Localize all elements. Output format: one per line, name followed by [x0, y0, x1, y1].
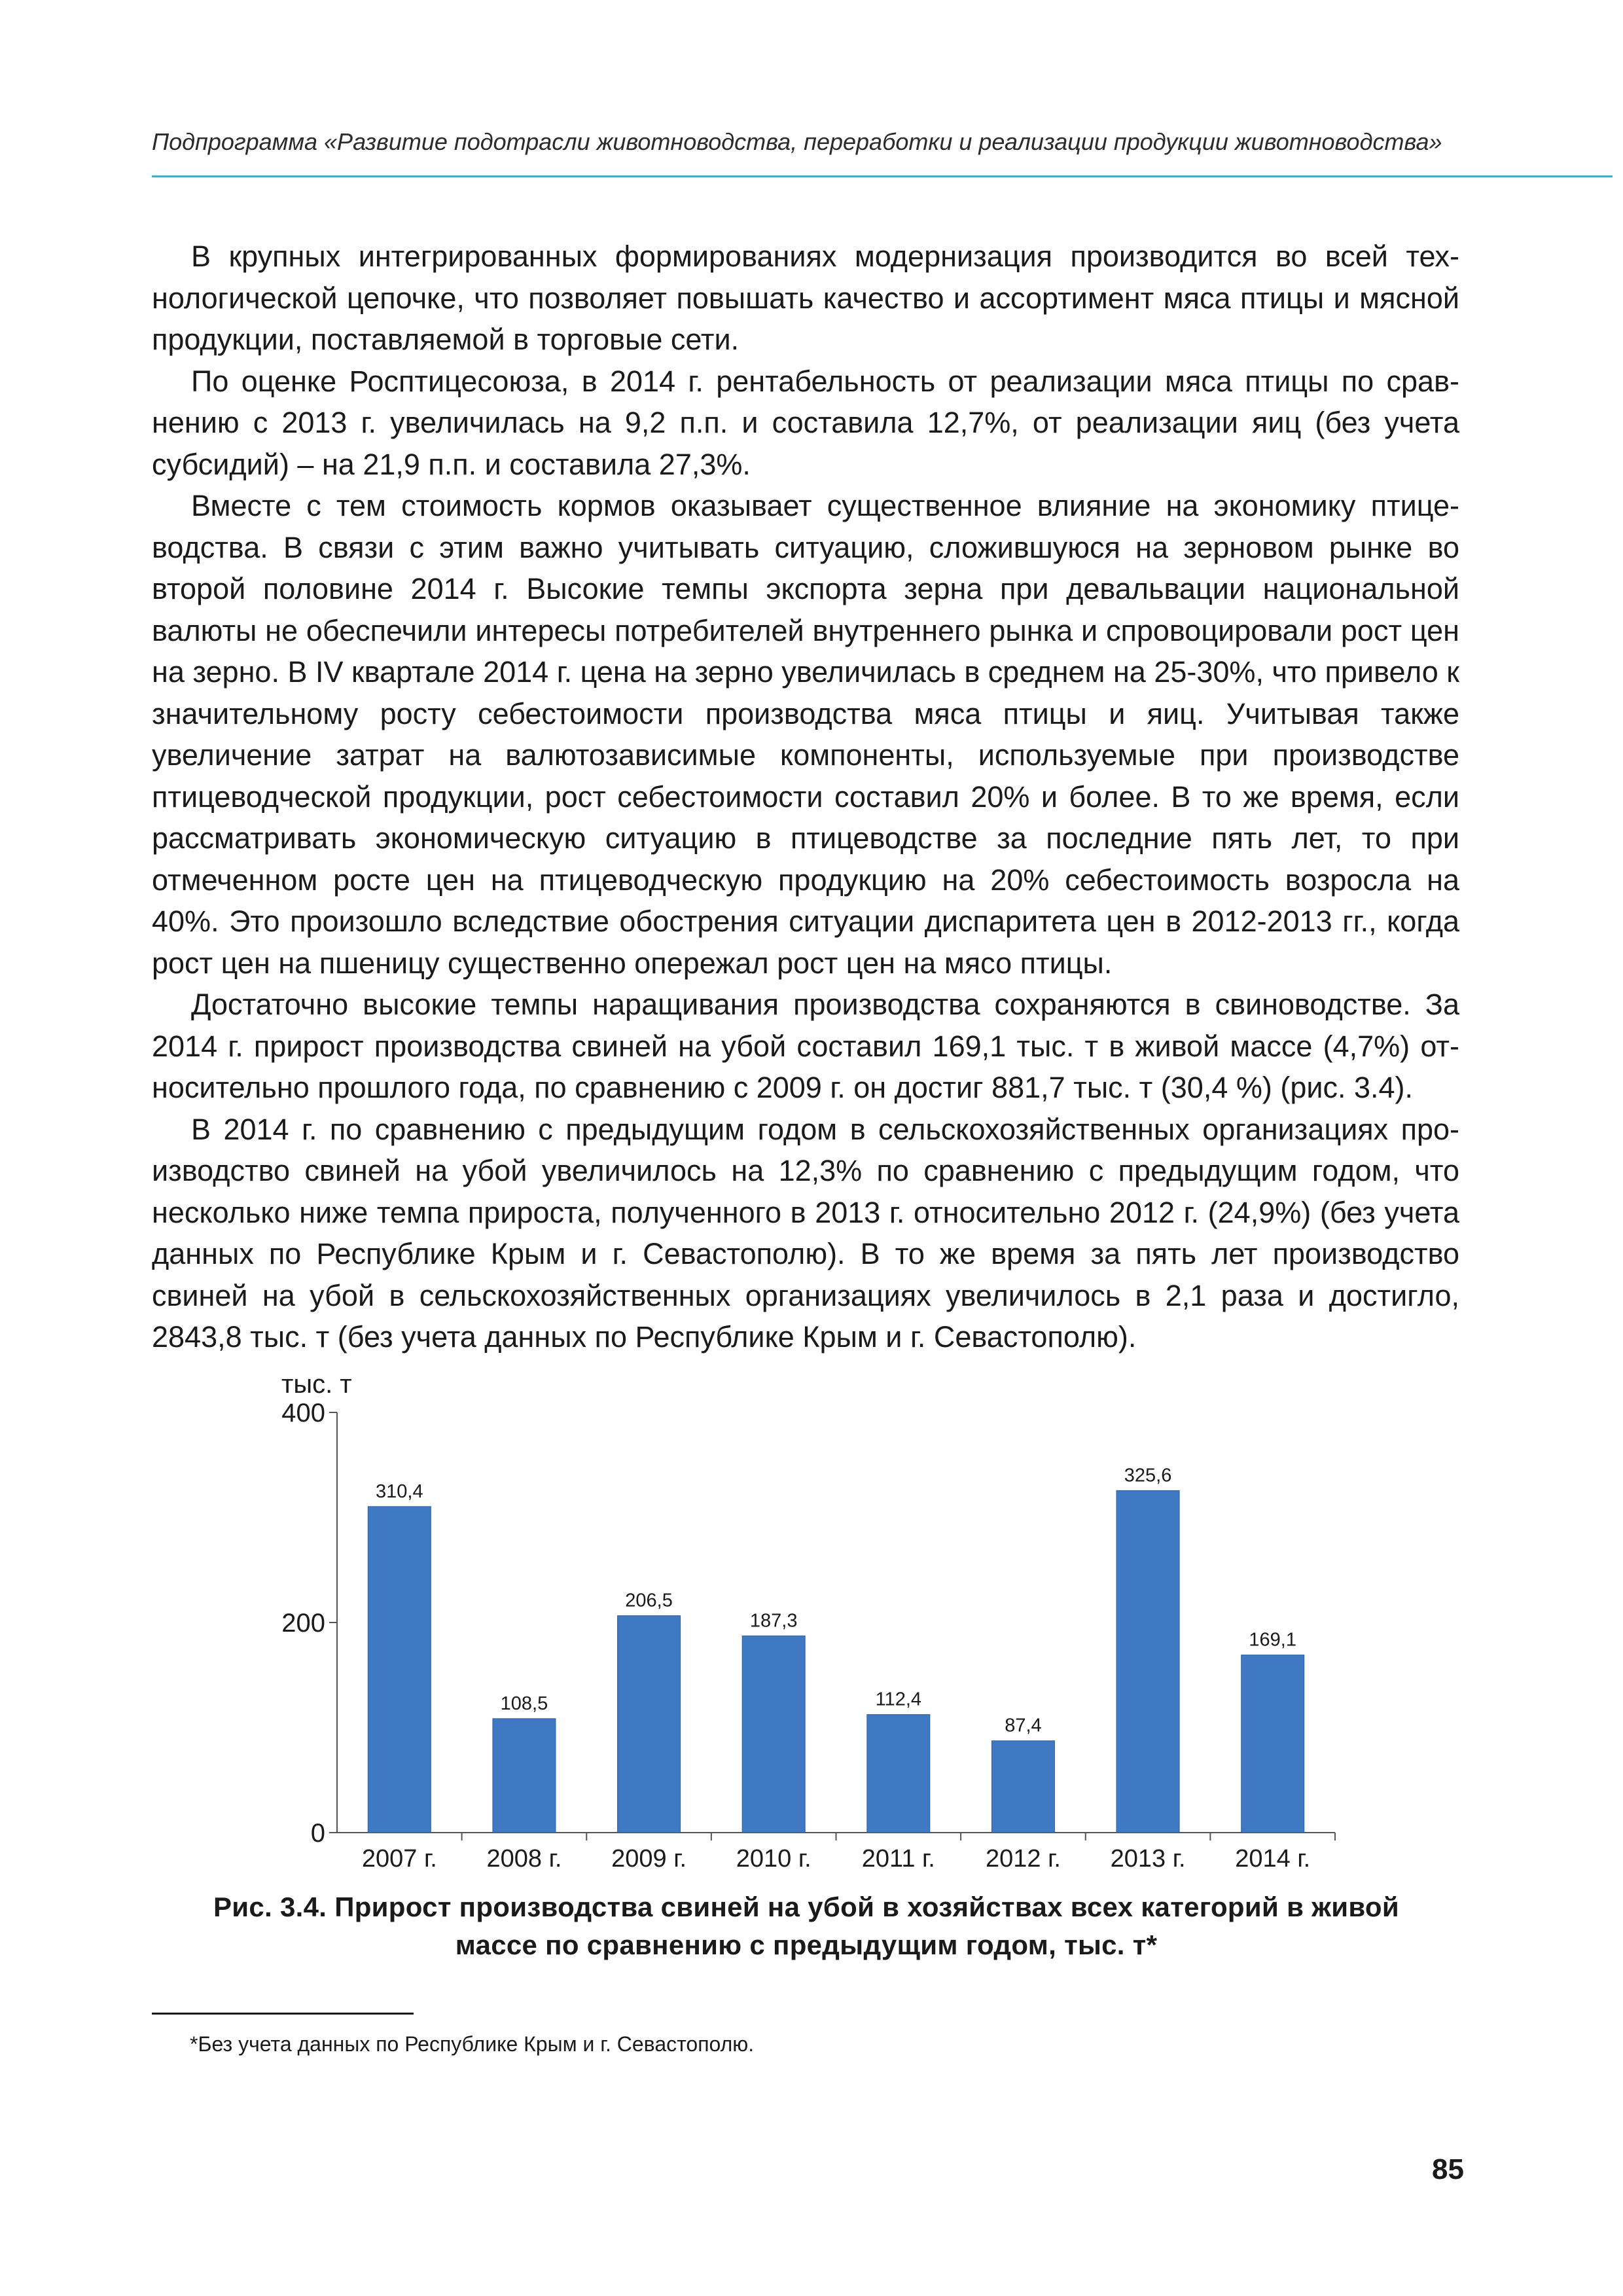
bar — [493, 1719, 556, 1833]
x-tick-label: 2014 г. — [1235, 1845, 1311, 1873]
page-number: 85 — [1432, 2153, 1464, 2185]
bar-value-label: 169,1 — [1249, 1629, 1296, 1651]
figure-caption — [152, 1888, 1461, 1964]
header-divider — [152, 175, 1613, 177]
x-tick-label: 2013 г. — [1110, 1845, 1186, 1873]
y-tick-label: 400 — [281, 1399, 325, 1427]
bar-value-label: 87,4 — [1005, 1715, 1042, 1736]
x-tick-label: 2009 г. — [611, 1845, 687, 1873]
bar — [618, 1616, 681, 1833]
y-axis-label: тыс. т — [281, 1370, 352, 1399]
bar-value-label: 310,4 — [376, 1480, 423, 1502]
x-tick-label: 2008 г. — [486, 1845, 562, 1873]
bar — [991, 1741, 1054, 1833]
bar — [1241, 1655, 1304, 1833]
bar — [1116, 1490, 1179, 1833]
paragraph-2: По оценке Росптицесоюза, в 2014 г. рентабельность от реализации мяса птицы по сравнению с 2013 г. увеличилась на 9,2 п.п. и составила 12,7%, от реализации яиц (без учета субсидий) – на 21,9 п.п. и составила 27,3%. — [152, 364, 1459, 481]
bar-value-label: 187,3 — [749, 1610, 798, 1632]
bar — [867, 1715, 930, 1833]
paragraph-4: Достаточно высокие темпы наращивания производства сохраняются в свиноводстве. За 2014 г. прирост производства свиней на убой составил 169,1 тыс. т в живой массе (4,7%) относительно прошлого года, по сравнению с 2009 г. он достиг 881,7 тыс. т (30,4 %) (рис. 3.4). — [152, 988, 1459, 1104]
x-tick-label: 2012 г. — [986, 1845, 1061, 1873]
y-tick-label: 200 — [281, 1609, 325, 1638]
x-tick-label: 2010 г. — [736, 1845, 812, 1873]
paragraph-3: Вместе с тем стоимость кормов оказывает существенное влияние на экономику птицеводства. В связи с этим важно учитывать ситуацию, сложившуюся на зерновом рынке во второй половине 2014 г. Высокие темпы экспорта зерна при девальвации национальной валюты не обеспечили интересы потребителей внутреннего рынка и спровоцировали рост цен на зерно. В IV квартале 2014 г. цена на зерно увеличилась в среднем на 25-30%, что привело к значительному росту себестоимости производства мяса птицы и яиц. Учитывая также увеличение затрат на валютозависимые компоненты, используемые при производстве птицеводческой продукции, рост себестоимости составил 20% и более. В то же время, если рассматривать экономическую ситуацию в птицеводстве за последние пять лет, то при отмеченном росте цен на птицеводческую продукцию на 20% себестоимость возросла на 40%. Это произошло вследствие обострения ситуации диспаритета цен в 2012-2013 гг., когда рост цен на пшеницу существенно опережал рост цен на мясо птицы. — [152, 489, 1459, 980]
bar-value-label: 325,6 — [1124, 1465, 1172, 1486]
footnote: *Без учета данных по Республике Крым и г. Севастополю. — [190, 2032, 755, 2056]
body-text — [152, 236, 1459, 1358]
paragraph-5: В 2014 г. по сравнению с предыдущим годом в сельскохозяйственных организациях производство свиней на убой увеличилось на 12,3% по сравнению с предыдущим годом, что несколько ниже темпа прироста, полученного в 2013 г. относительно 2012 г. (24,9%) (без учета данных по Республике Крым и г. Севастополю). В то же время за пять лет производство свиней на убой в сельскохозяйственных организациях увеличилось в 2,1 раза и достигло, 2843,8 тыс. т (без учета данных по Республике Крым и г. Севастополю). — [152, 1112, 1459, 1354]
y-tick-label: 0 — [310, 1819, 325, 1848]
footnote-divider — [152, 2013, 414, 2015]
paragraph-1: В крупных интегрированных формированиях модернизация производится во всей технологической цепочке, что позволяет повышать качество и ассортимент мяса птицы и мясной продукции, поставляемой в торговые сети. — [152, 240, 1459, 356]
chart-canvas — [262, 1361, 1355, 1878]
x-tick-label: 2011 г. — [861, 1845, 935, 1873]
bar-chart — [262, 1361, 1355, 1878]
caption-line-2: массе по сравнению с предыдущим годом, тыс. т* — [455, 1929, 1158, 1960]
caption-line-1: Рис. 3.4. Прирост производства свиней на убой в хозяйствах всех категорий в живой — [213, 1892, 1400, 1922]
x-tick-label: 2007 г. — [361, 1845, 437, 1873]
bar — [368, 1507, 431, 1833]
bar-value-label: 206,5 — [625, 1590, 673, 1611]
bar — [742, 1636, 805, 1833]
bar-value-label: 108,5 — [500, 1693, 548, 1714]
running-header: Подпрограмма «Развитие подотрасли животноводства, переработки и реализации продукции животноводства» — [152, 128, 1442, 155]
bar-value-label: 112,4 — [875, 1689, 922, 1710]
